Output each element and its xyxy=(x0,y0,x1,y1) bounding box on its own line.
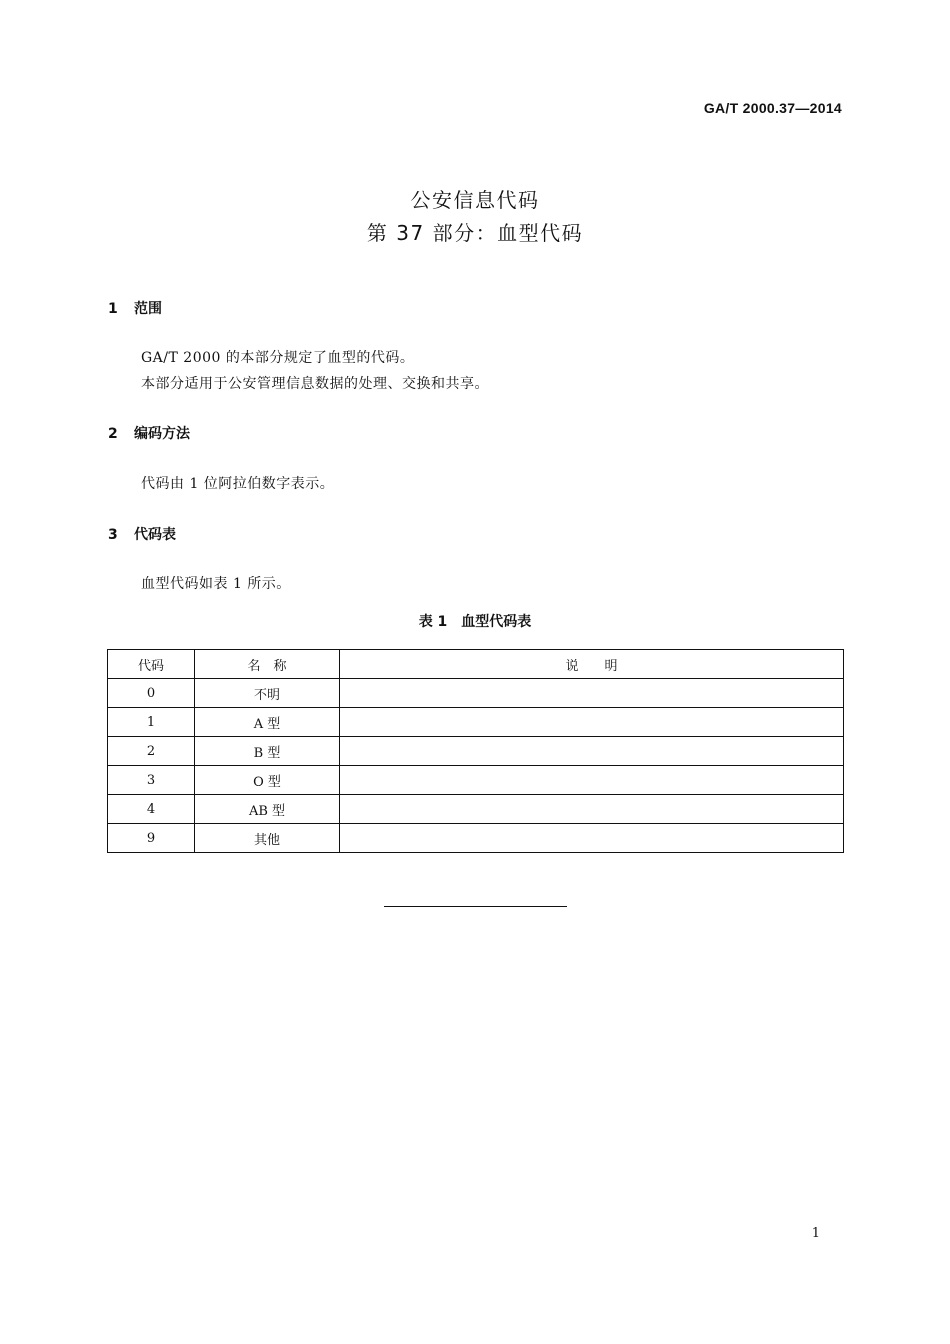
section-number: 3 xyxy=(108,527,118,543)
paragraph: 本部分适用于公安管理信息数据的处理、交换和共享。 xyxy=(141,376,489,392)
section-heading-coding-method xyxy=(108,423,190,443)
page-number: 1 xyxy=(811,1226,820,1241)
document-title: 公安信息代码 xyxy=(410,188,540,212)
paragraph: 代码由 1 位阿拉伯数字表示。 xyxy=(141,476,335,492)
cell-name: B 型 xyxy=(195,737,340,766)
cell-note xyxy=(340,766,844,795)
table-row xyxy=(108,766,844,795)
cell-name: A 型 xyxy=(195,708,340,737)
section-number: 1 xyxy=(108,301,118,317)
cell-name: AB 型 xyxy=(195,795,340,824)
table-row xyxy=(108,824,844,853)
table-row xyxy=(108,795,844,824)
column-header-name: 名 称 xyxy=(195,650,340,679)
standard-code: GA/T 2000.37—2014 xyxy=(703,100,842,116)
section-heading-scope xyxy=(108,298,162,318)
table-row xyxy=(108,737,844,766)
blood-type-code-table xyxy=(107,649,844,853)
table-row xyxy=(108,708,844,737)
cell-code: 1 xyxy=(108,708,195,737)
cell-note xyxy=(340,708,844,737)
section-title: 编码方法 xyxy=(134,426,190,442)
cell-name: 其他 xyxy=(195,824,340,853)
paragraph: GA/T 2000 的本部分规定了血型的代码。 xyxy=(141,350,415,366)
end-of-document-rule xyxy=(384,906,567,907)
cell-code: 0 xyxy=(108,679,195,708)
table-caption: 表 1 血型代码表 xyxy=(418,614,532,630)
column-header-code: 代码 xyxy=(108,650,195,679)
table-row xyxy=(108,679,844,708)
paragraph: 血型代码如表 1 所示。 xyxy=(141,576,291,592)
column-header-note: 说 明 xyxy=(340,650,844,679)
table-header-row xyxy=(108,650,844,679)
cell-code: 9 xyxy=(108,824,195,853)
section-heading-code-table xyxy=(108,524,176,544)
cell-code: 4 xyxy=(108,795,195,824)
section-title: 范围 xyxy=(134,301,162,317)
cell-name: O 型 xyxy=(195,766,340,795)
cell-code: 2 xyxy=(108,737,195,766)
document-subtitle: 第 37 部分：血型代码 xyxy=(366,221,584,245)
cell-name: 不明 xyxy=(195,679,340,708)
cell-note xyxy=(340,737,844,766)
cell-note xyxy=(340,679,844,708)
cell-code: 3 xyxy=(108,766,195,795)
cell-note xyxy=(340,795,844,824)
section-title: 代码表 xyxy=(134,527,176,543)
section-number: 2 xyxy=(108,426,118,442)
cell-note xyxy=(340,824,844,853)
